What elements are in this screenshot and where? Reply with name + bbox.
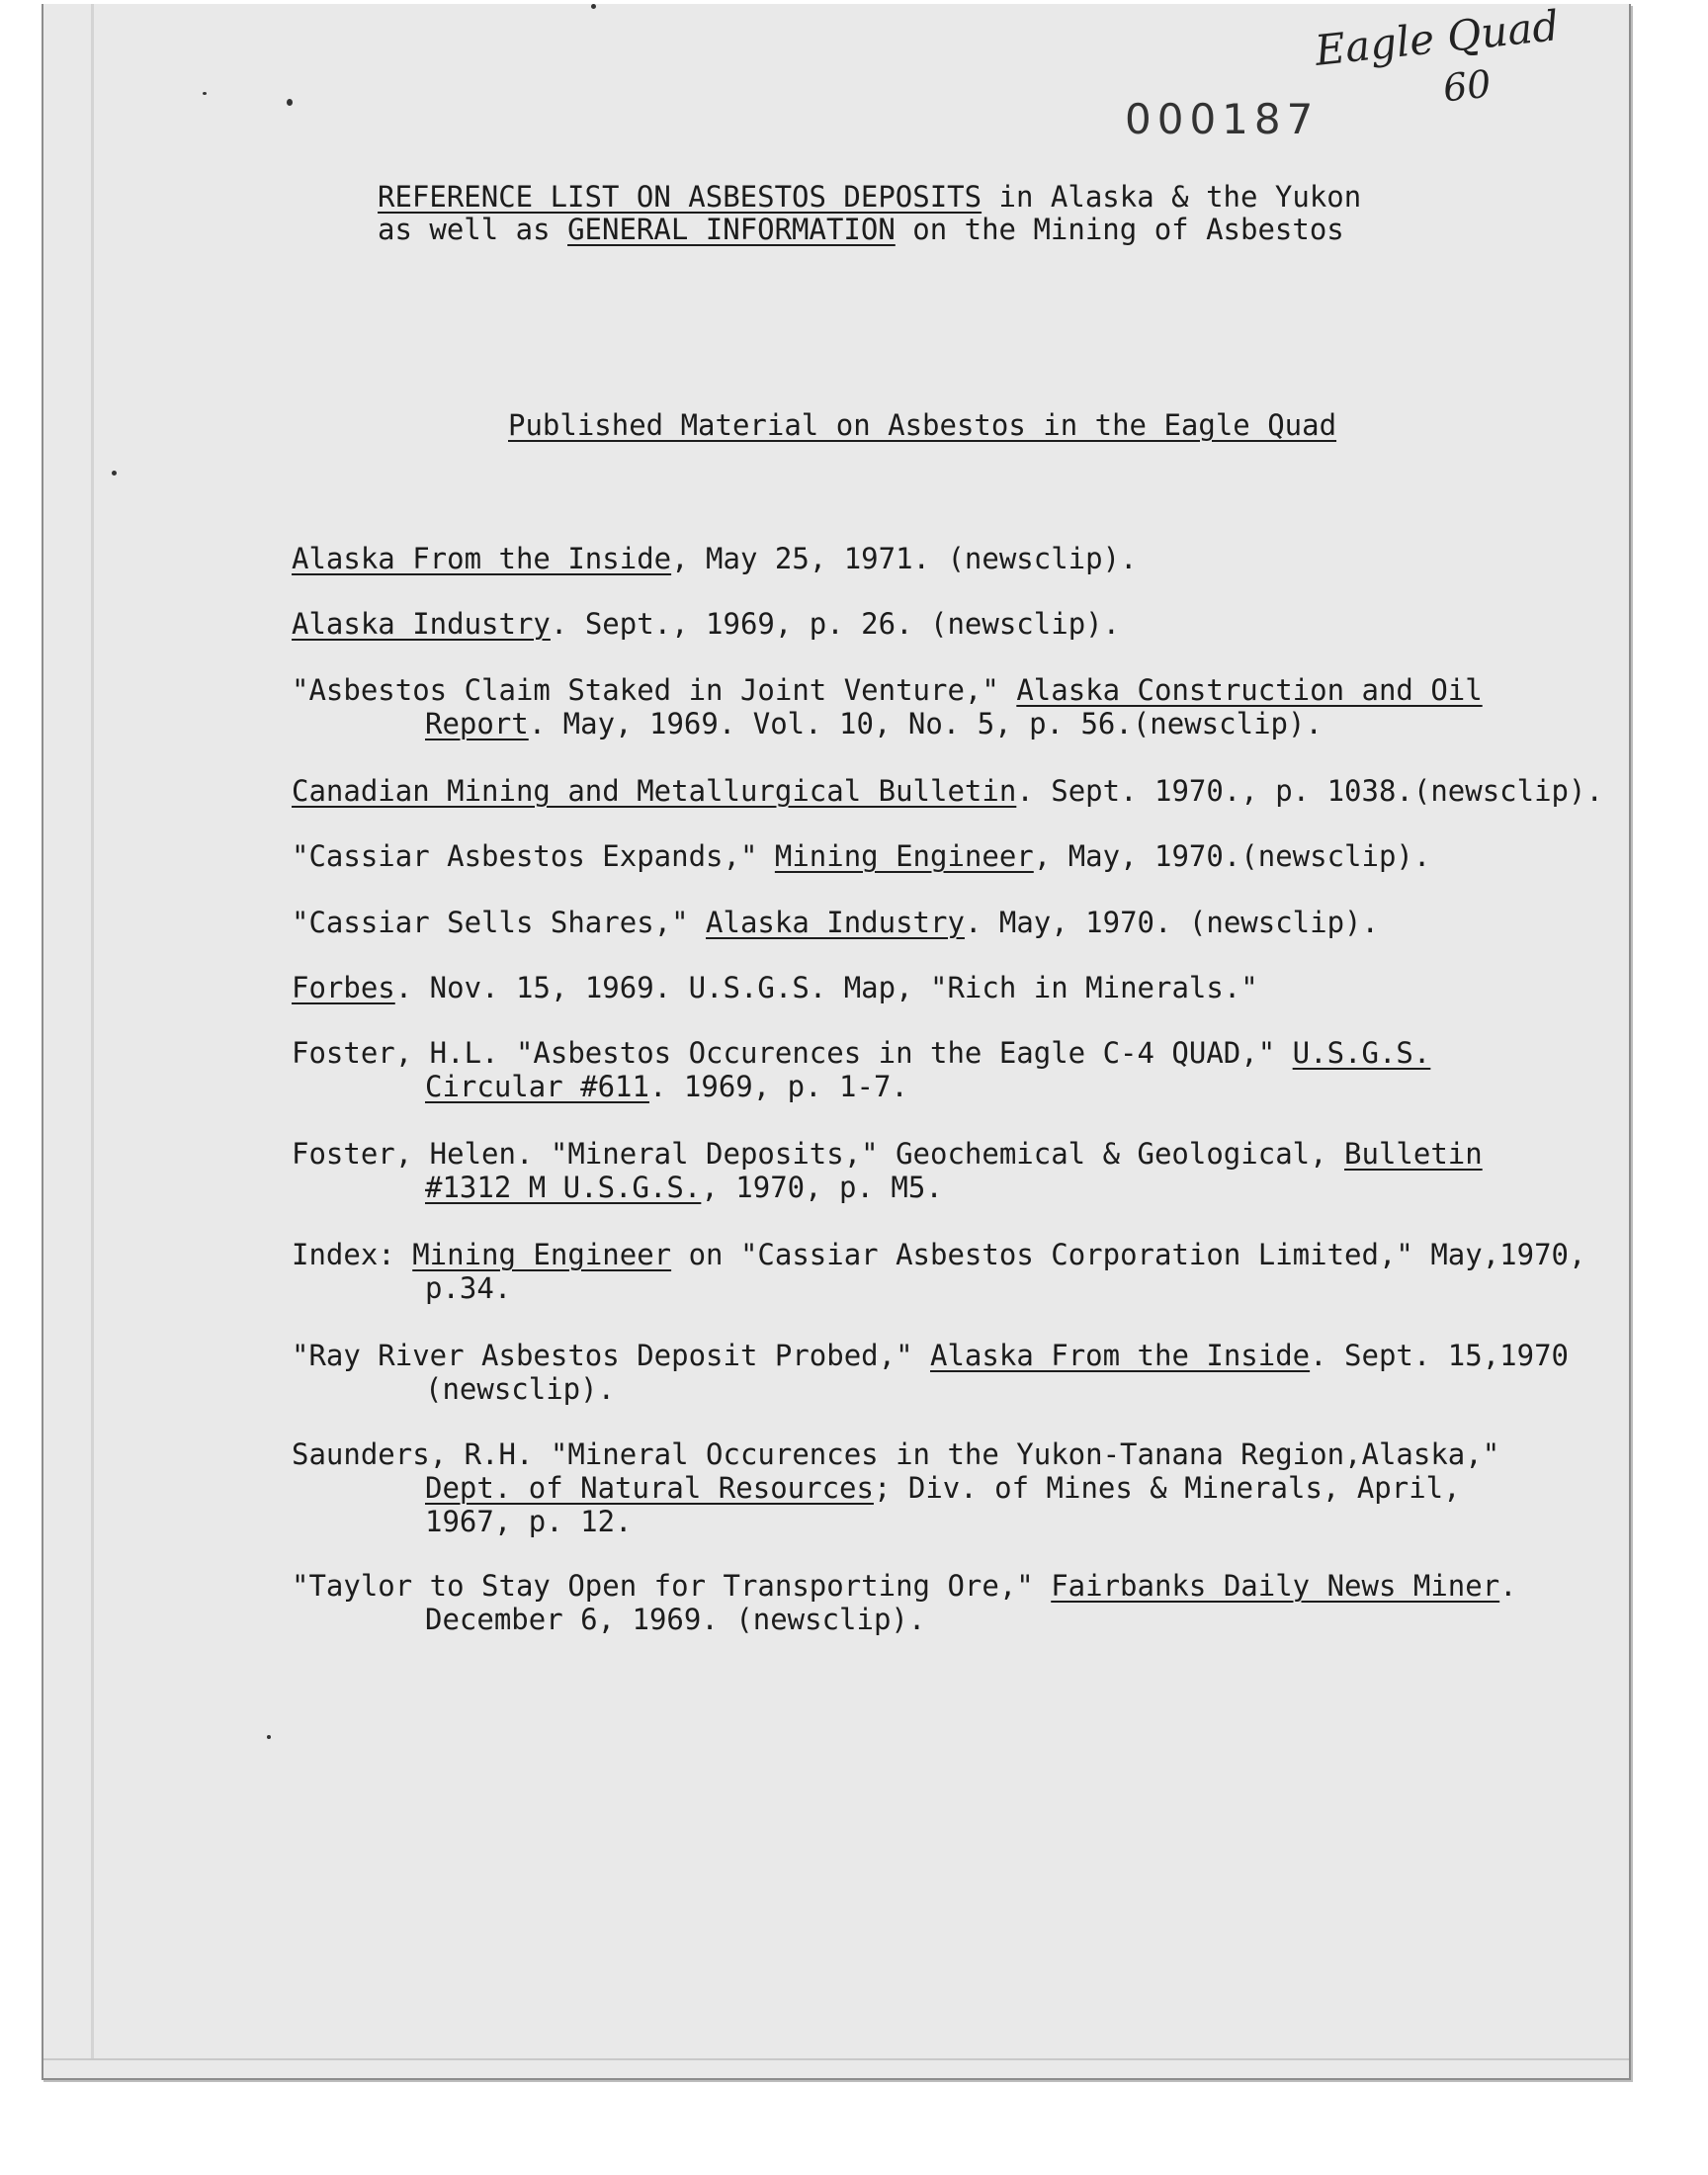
reference-text: 1967, p. 12. bbox=[425, 1505, 633, 1538]
reference-line bbox=[292, 971, 1577, 1004]
reference-text: Saunders, R.H. "Mineral Occurences in the Yukon-Tanana Region,Alaska," bbox=[292, 1437, 1500, 1471]
header-line2-post: on the Mining of Asbestos bbox=[895, 213, 1344, 246]
reference-text: . May, 1970. (newsclip). bbox=[964, 906, 1379, 939]
reference-text: "Taylor to Stay Open for Transporting Ore," bbox=[292, 1569, 1052, 1603]
reference-text: Foster, H.L. "Asbestos Occurences in the Eagle C-4 QUAD," bbox=[292, 1036, 1293, 1070]
reference-text: p.34. bbox=[425, 1271, 512, 1305]
scan-speck bbox=[591, 4, 596, 9]
reference-text: December 6, 1969. (newsclip). bbox=[425, 1603, 926, 1636]
reference-title: Fairbanks Daily News Miner bbox=[1051, 1569, 1500, 1603]
handwritten-note-line2: 60 bbox=[1440, 61, 1494, 111]
reference-entry bbox=[292, 1569, 1577, 1636]
reference-text: . Nov. 15, 1969. U.S.G.S. Map, "Rich in Minerals." bbox=[394, 971, 1258, 1004]
reference-title: U.S.G.S. bbox=[1292, 1036, 1431, 1070]
reference-title: Canadian Mining and Metallurgical Bulletin bbox=[292, 774, 1017, 808]
handwritten-note-line1: Eagle Quad bbox=[1313, 1, 1562, 75]
reference-text: . Sept. 1970., p. 1038.(newsclip). bbox=[1016, 774, 1603, 808]
header-title-rest: in Alaska & the Yukon bbox=[982, 180, 1362, 214]
reference-title: #1312 M U.S.G.S. bbox=[425, 1171, 702, 1204]
reference-entry bbox=[292, 839, 1577, 873]
reference-line bbox=[292, 1070, 1577, 1103]
reference-line bbox=[292, 542, 1577, 575]
reference-entry bbox=[292, 1137, 1577, 1204]
reference-line bbox=[292, 1238, 1586, 1271]
reference-line bbox=[292, 1271, 1577, 1305]
reference-text: . Sept. 15,1970 bbox=[1310, 1339, 1570, 1372]
reference-text: , May, 1970.(newsclip). bbox=[1033, 839, 1431, 873]
reference-text: (newsclip). bbox=[425, 1372, 616, 1406]
reference-title: Alaska From the Inside bbox=[292, 542, 672, 575]
header-title-underlined: REFERENCE LIST ON ASBESTOS DEPOSITS bbox=[378, 180, 982, 214]
reference-text: on "Cassiar Asbestos Corporation Limited," May,1970, bbox=[671, 1238, 1586, 1271]
scan-speck bbox=[112, 471, 117, 476]
reference-text: "Cassiar Asbestos Expands," bbox=[292, 839, 775, 873]
reference-entry bbox=[292, 774, 1603, 808]
scan-speck bbox=[267, 1735, 271, 1739]
reference-title: Mining Engineer bbox=[412, 1238, 672, 1271]
reference-entry bbox=[292, 1036, 1577, 1103]
scan-speck bbox=[203, 92, 207, 95]
reference-text: . bbox=[1499, 1569, 1517, 1603]
reference-text: , May 25, 1971. (newsclip). bbox=[671, 542, 1138, 575]
reference-entry bbox=[292, 1339, 1577, 1406]
reference-text: . 1969, p. 1-7. bbox=[648, 1070, 908, 1103]
reference-text: "Asbestos Claim Staked in Joint Venture," bbox=[292, 673, 1017, 707]
reference-title: Circular #611 bbox=[425, 1070, 649, 1103]
header-line-1 bbox=[378, 180, 1361, 214]
reference-text: "Cassiar Sells Shares," bbox=[292, 906, 707, 939]
reference-text: Foster, Helen. "Mineral Deposits," Geochemical & Geological, bbox=[292, 1137, 1345, 1171]
reference-line bbox=[292, 673, 1577, 707]
reference-entry bbox=[292, 542, 1577, 575]
section-title: Published Material on Asbestos in the Eagle Quad bbox=[508, 408, 1337, 442]
reference-title: Mining Engineer bbox=[774, 839, 1034, 873]
reference-entry bbox=[292, 673, 1577, 740]
reference-text: , 1970, p. M5. bbox=[701, 1171, 943, 1204]
header-line2-underlined: GENERAL INFORMATION bbox=[567, 213, 896, 246]
scan-speck bbox=[287, 99, 293, 106]
reference-line bbox=[292, 607, 1577, 641]
reference-title: Bulletin bbox=[1344, 1137, 1483, 1171]
reference-line bbox=[292, 1437, 1577, 1471]
reference-line bbox=[292, 1372, 1577, 1406]
reference-text: Index: bbox=[292, 1238, 413, 1271]
reference-entry bbox=[292, 906, 1577, 939]
reference-entry bbox=[292, 607, 1577, 641]
reference-entry bbox=[292, 971, 1577, 1004]
reference-entry bbox=[292, 1238, 1586, 1305]
reference-title: Dept. of Natural Resources bbox=[425, 1471, 874, 1505]
reference-title: Report bbox=[425, 707, 529, 740]
reference-line bbox=[292, 1171, 1577, 1204]
header-line2-pre: as well as bbox=[378, 213, 568, 246]
reference-line bbox=[292, 1569, 1577, 1603]
reference-line bbox=[292, 839, 1577, 873]
reference-line bbox=[292, 1137, 1577, 1171]
reference-text: ; Div. of Mines & Minerals, April, bbox=[873, 1471, 1461, 1505]
reference-line bbox=[292, 1036, 1577, 1070]
reference-title: Alaska Construction and Oil bbox=[1016, 673, 1483, 707]
reference-line bbox=[292, 774, 1603, 808]
reference-title: Alaska Industry bbox=[292, 607, 551, 641]
reference-title: Forbes bbox=[292, 971, 395, 1004]
reference-entry bbox=[292, 1437, 1577, 1538]
reference-line bbox=[292, 906, 1577, 939]
reference-text: . Sept., 1969, p. 26. (newsclip). bbox=[550, 607, 1121, 641]
reference-line bbox=[292, 1603, 1577, 1636]
header-line-2 bbox=[378, 213, 1344, 246]
reference-line bbox=[292, 1339, 1577, 1372]
stamp-number: 000187 bbox=[1125, 95, 1320, 143]
reference-title: Alaska From the Inside bbox=[930, 1339, 1311, 1372]
reference-line bbox=[292, 1505, 1577, 1538]
reference-line bbox=[292, 707, 1577, 740]
reference-title: Alaska Industry bbox=[706, 906, 965, 939]
reference-text: "Ray River Asbestos Deposit Probed," bbox=[292, 1339, 931, 1372]
reference-line bbox=[292, 1471, 1577, 1505]
reference-text: . May, 1969. Vol. 10, No. 5, p. 56.(newsclip). bbox=[528, 707, 1323, 740]
